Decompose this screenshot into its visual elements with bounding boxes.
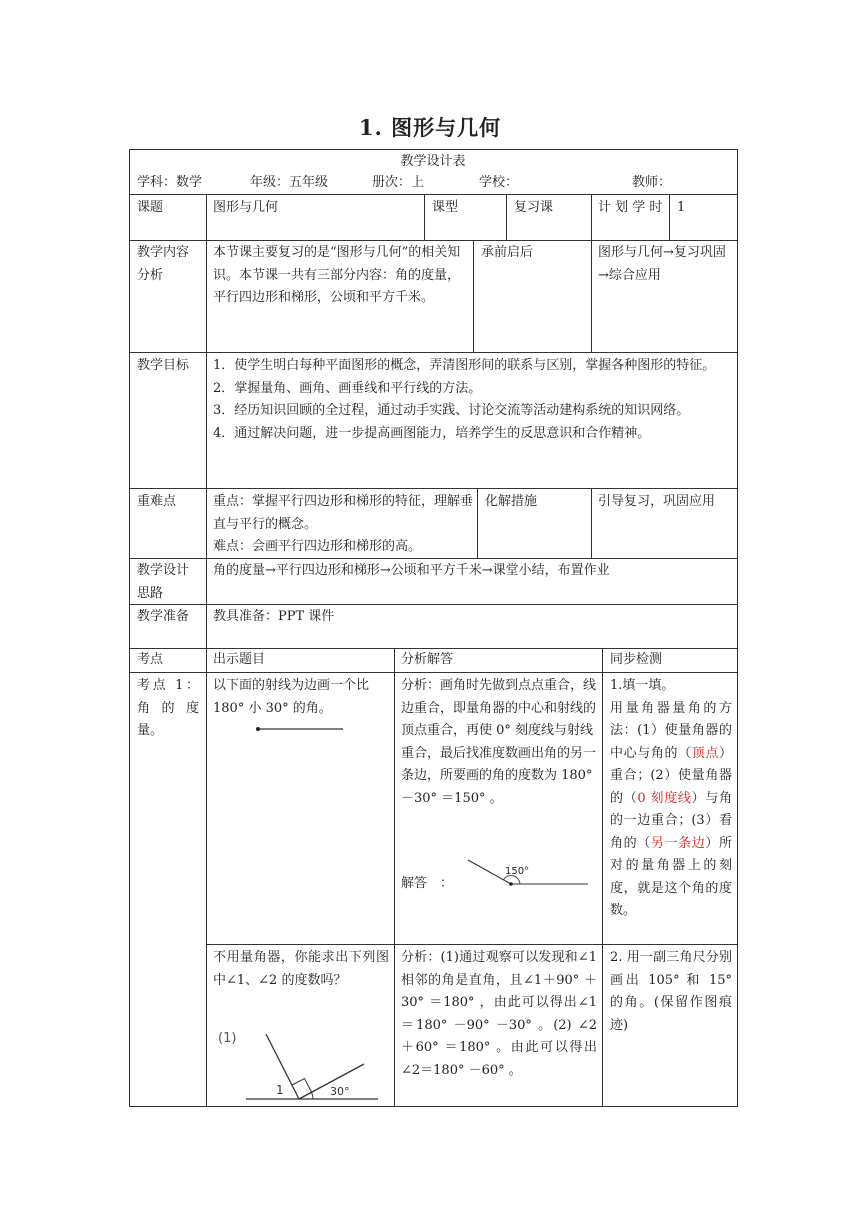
lesson-type-label: 课型 (432, 200, 459, 215)
goal-item: 4．通过解决问题，进一步提高画图能力，培养学生的反思意识和合作精神。 (213, 425, 651, 441)
content-analysis-label: 教学内容分析 (137, 245, 190, 283)
answer-label: 解答 ： (401, 876, 454, 891)
angle-figure-1 (214, 1024, 386, 1104)
check1-part3: ）与角的一边重合；(3）看角的（ (610, 790, 732, 851)
key-points-label: 重难点 (137, 494, 177, 509)
measures-label: 化解措施 (485, 494, 538, 509)
school-label: 学校： (479, 175, 519, 190)
answer-blank-other-side: 另一条边 (650, 835, 706, 851)
goal-item: 2．掌握量角、画角、画垂线和平行线的方法。 (213, 380, 482, 396)
ray-figure (250, 722, 350, 736)
check2-text: 2. 用一副三角尺分别画出 105° 和 15° 的角。(保留作图痕迹) (610, 950, 732, 1033)
analysis2-text: 分析：(1)通过观察可以发现和∠1 相邻的角是直角，且∠1＋90° ＋30° ＝180° ，由此可以得出∠1＝180° －90° －30° 。(2) ∠2＋60° ＝180° 。由此可以得出∠2＝180° －60° 。 (401, 950, 597, 1078)
angle-150-figure (460, 852, 592, 892)
point1-label: 考点 1：角 的 度量。 (137, 678, 199, 738)
answer-blank-vertex: 顶点 (691, 745, 719, 761)
transition-label: 承前启后 (481, 245, 534, 260)
preparation-text: 教具准备：PPT 课件 (213, 609, 335, 624)
angle-30-label: 30° (330, 1085, 350, 1098)
check1-title: 1.填一填。 (610, 678, 675, 693)
key-point: 重点：掌握平行四边形和梯形的特征，理解垂直与平行的概念。 (213, 494, 473, 532)
topic-value: 图形与几何 (213, 200, 279, 215)
topic-label: 课题 (137, 200, 164, 215)
measures-text: 引导复习，巩固应用 (598, 494, 716, 509)
preparation-label: 教学准备 (137, 609, 190, 624)
subject-label: 学科：数学 (137, 175, 203, 190)
grade-label: 年级：五年级 (250, 175, 329, 190)
col-header-point: 考点 (137, 652, 164, 667)
table-caption: 教学设计表 (400, 154, 466, 169)
lesson-type-value: 复习课 (514, 200, 554, 215)
difficult-point: 难点：会画平行四边形和梯形的高。 (213, 539, 422, 554)
angle-1-label: 1 (276, 1083, 284, 1097)
check1-part4: ）所对的量角器上的刻度，就是这个角的度数。 (610, 835, 732, 918)
goals-label: 教学目标 (137, 358, 190, 373)
planned-hours-value: 1 (677, 200, 686, 215)
check1-text (610, 675, 732, 923)
review-flow-text: 图形与几何→复习巩固→综合应用 (598, 245, 726, 283)
col-header-check: 同步检测 (610, 652, 663, 667)
design-route-text: 角的度量→平行四边形和梯形→公顷和平方千米→课堂小结，布置作业 (213, 563, 610, 578)
question2-text: 不用量角器，你能求出下列图中∠1、∠2 的度数吗？ (213, 950, 389, 988)
col-header-analysis: 分析解答 (401, 652, 454, 667)
goal-item: 3．经历知识回顾的全过程，通过动手实践、讨论交流等活动建构系统的知识网络。 (213, 403, 690, 418)
planned-hours-label: 计 划 学 时 (598, 200, 663, 215)
design-route-label: 教学设计思路 (137, 563, 190, 601)
answer-blank-zero-line: 0 刻度线 (637, 790, 692, 806)
check1-part1: 用量角器量角的方法：(1）使量角器的中心与角的（ (610, 700, 732, 761)
key-points-text (213, 491, 473, 559)
check1-part2: ）重合；(2）使量角器的（ (610, 745, 732, 806)
content-analysis-text: 本节课主要复习的是“图形与几何”的相关知识。本节课一共有三部分内容：角的度量，平行四边形和梯形，公顷和平方千米。 (213, 245, 461, 305)
analysis1-text: 分析：画角时先做到点点重合，线边重合，即量角器的中心和射线的顶点重合，再使 0° 刻度线与射线重合，最后找准度数画出角的另一条边，所要画的角的度数为 180° －30° ＝150° 。 (401, 678, 597, 806)
col-header-question: 出示题目 (213, 652, 266, 667)
question1-text: 以下面的射线为边画一个比 180° 小 30° 的角。 (213, 678, 370, 716)
goals-list (213, 355, 733, 445)
goal-item: 1．使学生明白每种平面图形的概念，弄清图形间的联系与区别，掌握各种图形的特征。 (213, 358, 716, 373)
volume-label: 册次：上 (372, 175, 425, 190)
angle-150-label: 150° (505, 866, 530, 877)
figure-label: (1) (218, 1031, 237, 1046)
page-title: 1. 图形与几何 (358, 115, 502, 140)
teacher-label: 教师： (632, 175, 672, 190)
